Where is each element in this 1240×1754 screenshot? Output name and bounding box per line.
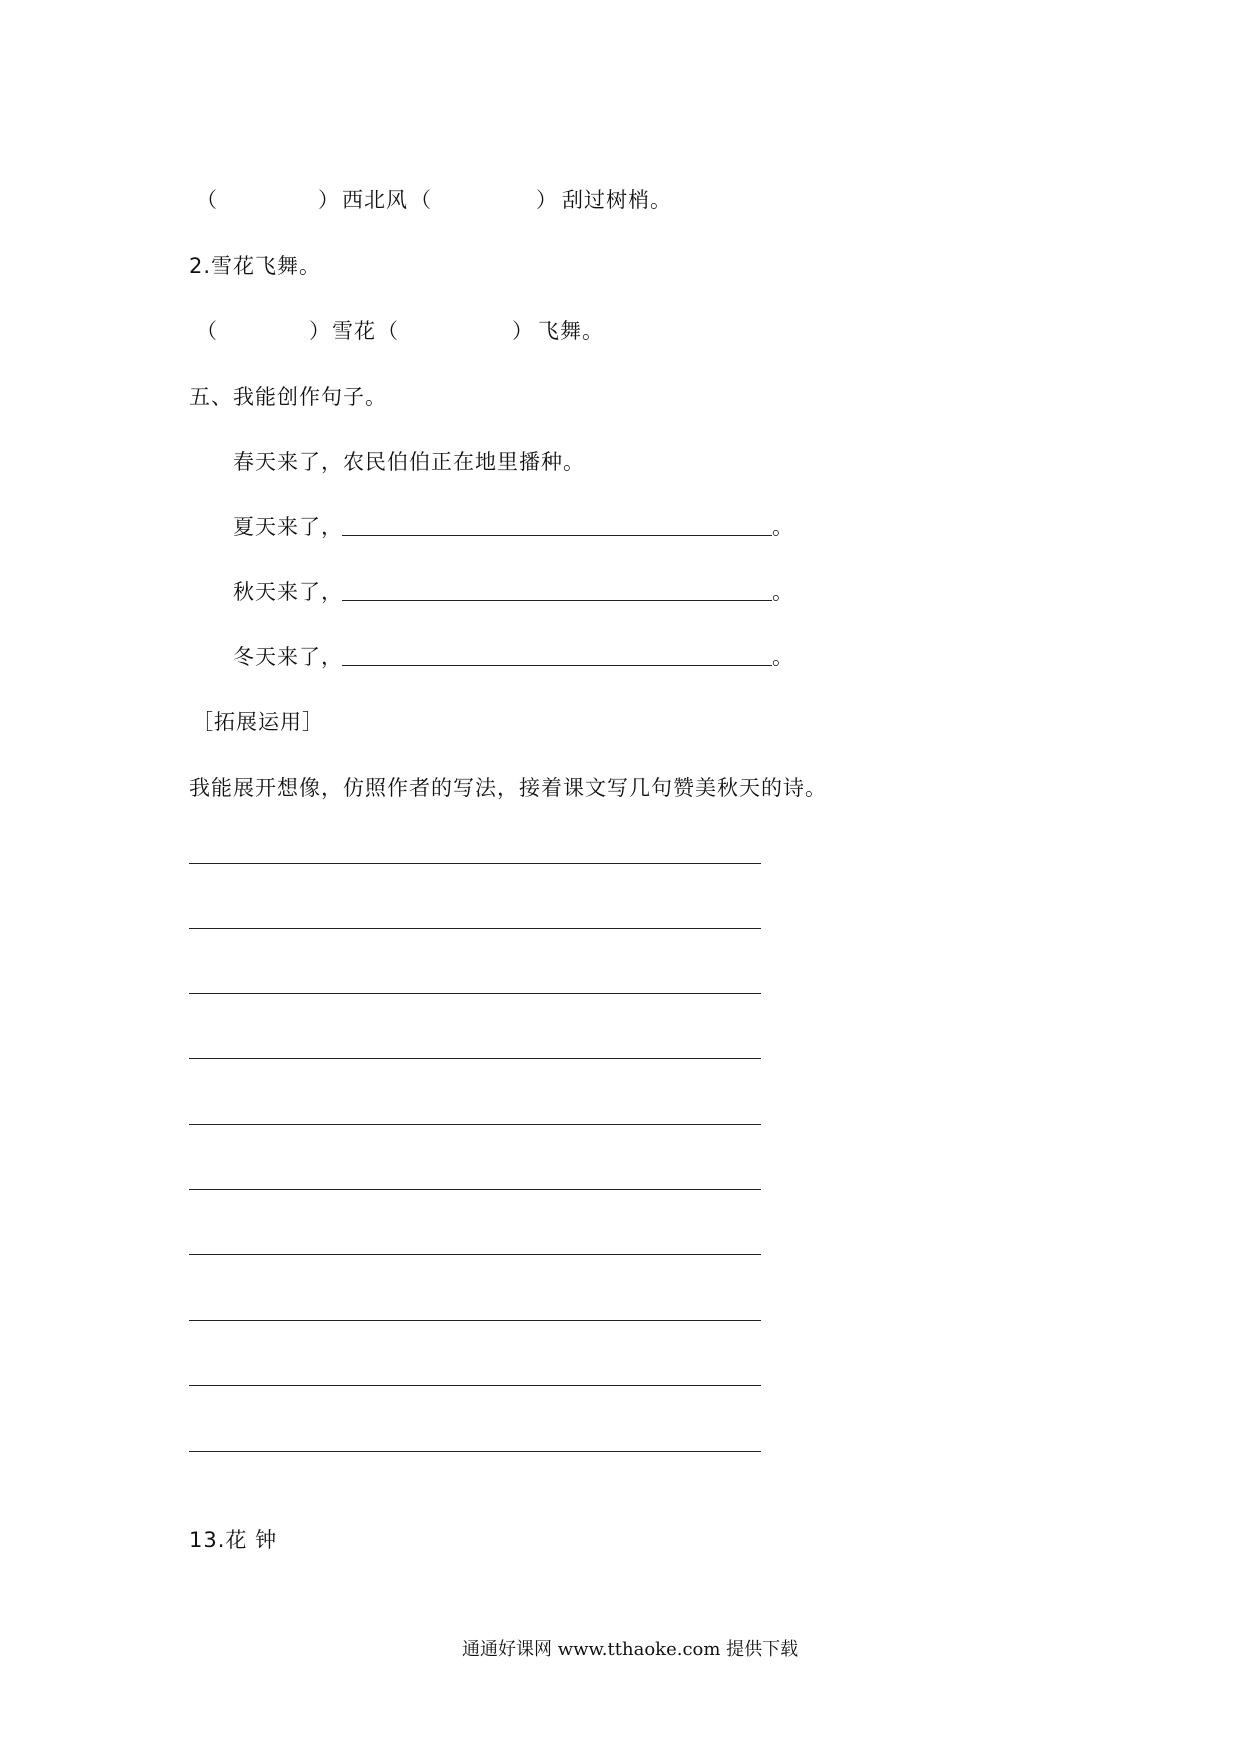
- writing-line[interactable]: [189, 1451, 761, 1452]
- blank-close-paren: ）: [318, 188, 339, 212]
- example-sentence: 春天来了，农民伯伯正在地里播种。: [233, 450, 585, 474]
- prompt-lead: 秋天来了，: [233, 580, 343, 604]
- writing-line[interactable]: [189, 863, 761, 864]
- prompt-end: 。: [772, 515, 794, 539]
- phrase-word: 西北风: [342, 188, 408, 212]
- writing-line[interactable]: [189, 1124, 761, 1125]
- section-5-heading: 五、我能创作句子。: [189, 385, 387, 409]
- writing-line[interactable]: [189, 1254, 761, 1255]
- writing-line[interactable]: [189, 1320, 761, 1321]
- writing-line[interactable]: [189, 993, 761, 994]
- blank-open-paren: （: [196, 188, 217, 212]
- phrase-word: 雪花: [332, 319, 376, 343]
- answer-blank[interactable]: [222, 343, 307, 344]
- page-footer: 通通好课网 www.tthaoke.com 提供下载: [462, 1639, 799, 1660]
- phrase-tail: 飞舞。: [538, 319, 604, 343]
- answer-blank[interactable]: [436, 212, 526, 213]
- answer-blank[interactable]: [222, 212, 312, 213]
- prompt-lead: 夏天来了，: [233, 515, 343, 539]
- blank-close-paren: ）: [309, 319, 330, 343]
- blank-open-paren: （: [377, 319, 398, 343]
- answer-line[interactable]: [342, 535, 772, 536]
- lesson-title: 13.花 钟: [189, 1528, 278, 1552]
- blank-open-paren: （: [410, 188, 431, 212]
- blank-close-paren: ）: [512, 319, 533, 343]
- extension-heading: ［拓展运用］: [192, 710, 324, 734]
- answer-blank[interactable]: [403, 343, 503, 344]
- answer-line[interactable]: [342, 665, 772, 666]
- answer-line[interactable]: [342, 600, 772, 601]
- prompt-end: 。: [772, 645, 794, 669]
- prompt-lead: 冬天来了，: [233, 645, 343, 669]
- writing-line[interactable]: [189, 1189, 761, 1190]
- writing-line[interactable]: [189, 928, 761, 929]
- writing-line[interactable]: [189, 1385, 761, 1386]
- prompt-end: 。: [772, 580, 794, 604]
- extension-instruction: 我能展开想像，仿照作者的写法，接着课文写几句赞美秋天的诗。: [189, 776, 827, 800]
- writing-line[interactable]: [189, 1058, 761, 1059]
- blank-open-paren: （: [196, 319, 217, 343]
- item-2-title: 2.雪花飞舞。: [189, 254, 322, 278]
- phrase-tail: 刮过树梢。: [562, 188, 672, 212]
- blank-close-paren: ）: [536, 188, 557, 212]
